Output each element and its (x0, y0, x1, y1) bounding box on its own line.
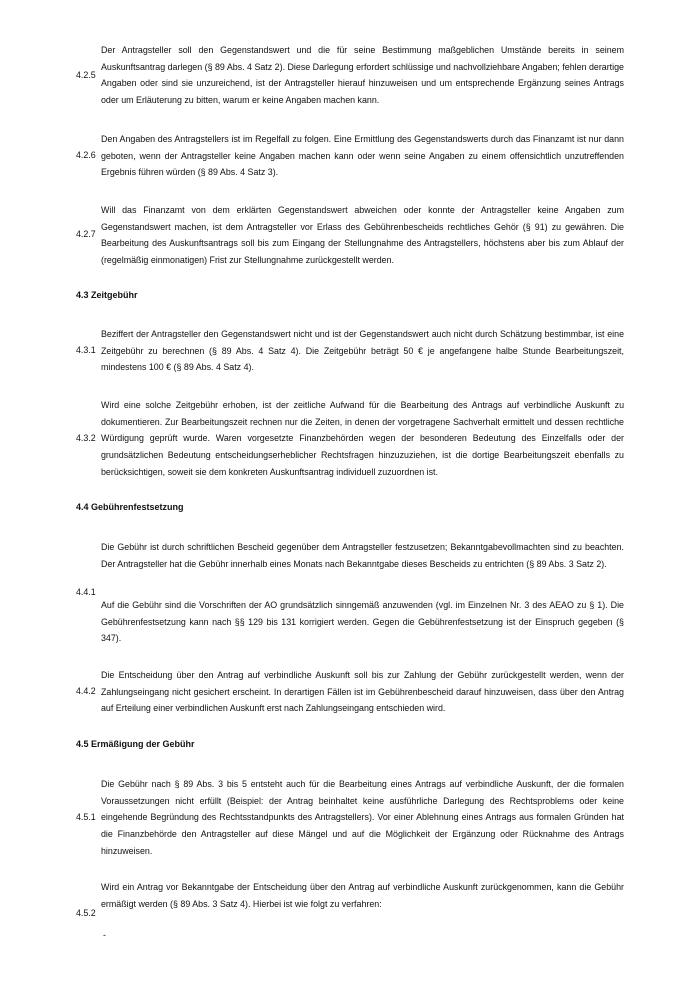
section-heading-4-3: 4.3 Zeitgebühr (76, 290, 138, 300)
paragraph-text: Beziffert der Antragsteller den Gegenstandswert nicht und ist der Gegenstandswert auch nicht durch Schätzung bestimmbar, ist eine Zeitgebühr zu berechnen (§ 89 Abs. 4 Satz 4). Die Zeitgebühr beträgt 50 € je angefangene halbe Stunde Bearbeitungszeit, mindestens 100 € (§ 89 Abs. 4 Satz 4). (101, 329, 624, 373)
list-dash-marker: - (103, 930, 106, 940)
paragraph-text: Wird ein Antrag vor Bekanntgabe der Entscheidung über den Antrag auf verbindliche Auskunft zurückgenommen, kann die Gebühr ermäßigt werden (§ 89 Abs. 3 Satz 4). Hierbei ist wie folgt zu verfahren: (101, 882, 624, 909)
paragraph-text: Die Gebühr ist durch schriftlichen Bescheid gegenüber dem Antragsteller festzusetzen; Bekanntgabevollmachten sind zu beachten. Der Antragsteller hat die Gebühr innerhalb eines Monats nach Bekanntgabe dieses Bescheids zu entrichten (§ 89 Abs. 3 Satz 2). (101, 542, 624, 569)
paragraph-text: Die Gebühr nach § 89 Abs. 3 bis 5 entsteht auch für die Bearbeitung eines Antrags auf verbindliche Auskunft, der die formalen Voraussetzungen nicht erfüllt (Beispiel: der Antrag beinhaltet keine ausführliche Darlegung des Rechtsproblems oder keine eingehende Begründung des Rechtsstandpunkts des Antragstellers). Vor einer Ablehnung eines Antrags aus formalen Gründen hat die Finanzbehörde den Antragsteller auf diese Mängel und auf die Möglichkeit der Ergänzung oder Rücknahme des Antrags hinzuweisen. (101, 779, 624, 856)
paragraph-text-continued: Auf die Gebühr sind die Vorschriften der AO grundsätzlich sinngemäß anzuwenden (vgl. im Einzelnen Nr. 3 des AEAO zu § 1). Die Gebührenfestsetzung kann nach §§ 129 bis 131 korrigiert werden. Gegen die Gebührenfestsetzung ist der Einspruch gegeben (§ 347). (101, 600, 624, 644)
paragraph-number: 4.4.2 (76, 686, 96, 696)
paragraph-text: Den Angaben des Antragstellers ist im Regelfall zu folgen. Eine Ermittlung des Gegenstandswerts durch das Finanzamt ist nur dann geboten, wenn der Antragsteller keine Angaben machen kann oder wenn seine Angaben zu einem offensichtlich unzutreffenden Ergebnis führen würden (§ 89 Abs. 4 Satz 3). (101, 134, 624, 178)
paragraph-number: 4.5.2 (76, 908, 96, 918)
paragraph-text: Will das Finanzamt von dem erklärten Gegenstandswert abweichen oder konnte der Antragsteller keine Angaben zum Gegenstandswert machen, ist dem Antragsteller vor Erlass des Gebührenbescheids rechtliches Gehör (§ 91) zu gewähren. Die Bearbeitung des Auskunftsantrags soll bis zum Eingang der Stellungnahme des Antragstellers, höchstens aber bis zum Ablauf der (regelmäßig einmonatigen) Frist zur Stellungnahme zurückgestellt werden. (101, 205, 624, 266)
paragraph-number: 4.3.1 (76, 345, 96, 355)
paragraph-text: Der Antragsteller soll den Gegenstandswert und die für seine Bestimmung maßgeblichen Umstände bereits in seinem Auskunftsantrag darlegen (§ 89 Abs. 4 Satz 2). Diese Darlegung erfordert schlüssige und nachvollziehbare Angaben; fehlen derartige Angaben oder sind sie unzureichend, ist der Antragsteller hierauf hinzuweisen und um entsprechende Ergänzung seines Antrags oder um Erläuterung zu bitten, warum er keine Angaben machen kann. (101, 45, 624, 106)
section-heading-4-4: 4.4 Gebührenfestsetzung (76, 502, 184, 512)
section-heading-4-5: 4.5 Ermäßigung der Gebühr (76, 739, 195, 749)
paragraph-number: 4.2.6 (76, 150, 96, 160)
paragraph-number: 4.4.1 (76, 587, 96, 597)
paragraph-number: 4.2.7 (76, 229, 96, 239)
paragraph-text: Wird eine solche Zeitgebühr erhoben, ist der zeitliche Aufwand für die Bearbeitung des Antrags auf verbindliche Auskunft zu dokumentieren. Zur Bearbeitungszeit rechnen nur die Zeiten, in denen der vorgetragene Sachverhalt ermittelt und dessen rechtliche Würdigung geprüft wurde. Waren vorgesetzte Finanzbehörden wegen der besonderen Bedeutung des Einzelfalls oder der grundsätzlichen Bedeutung entscheidungserheblicher Rechtsfragen hinzuzuziehen, ist die dortige Bearbeitungszeit ebenfalls zu berücksichtigen, soweit sie dem konkreten Auskunftsantrag individuell zuzuordnen ist. (101, 400, 624, 477)
paragraph-number: 4.2.5 (76, 70, 96, 80)
paragraph-number: 4.3.2 (76, 433, 96, 443)
paragraph-number: 4.5.1 (76, 812, 96, 822)
paragraph-text: Die Entscheidung über den Antrag auf verbindliche Auskunft soll bis zur Zahlung der Gebühr zurückgestellt werden, wenn der Zahlungseingang nicht gesichert erscheint. In derartigen Fällen ist im Gebührenbescheid darauf hinzuweisen, dass über den Antrag auf Erteilung einer verbindlichen Auskunft erst nach Zahlungseingang entschieden wird. (101, 670, 624, 714)
